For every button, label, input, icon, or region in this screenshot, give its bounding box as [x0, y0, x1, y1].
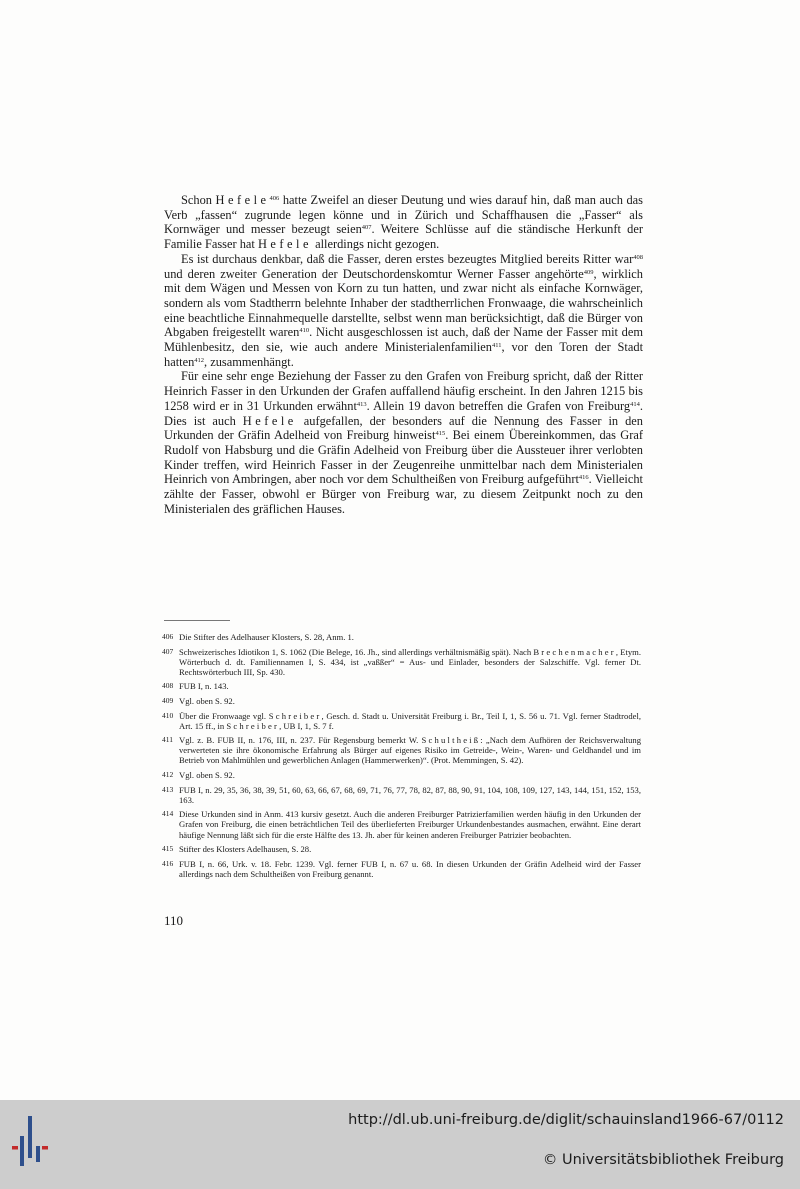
- page-number: 110: [164, 913, 184, 928]
- footnote-ref-412[interactable]: 412: [194, 356, 205, 364]
- footnote-ref-409[interactable]: 409: [583, 268, 594, 276]
- footnote-text: FUB I, n. 29, 35, 36, 38, 39, 51, 60, 63, 66, 67, 68, 69, 71, 76, 77, 78, 82, 87, 88, 90, 91, 104, 108, 109, 127, 143, 144, 151, 152, 153, 163.: [179, 784, 641, 805]
- footnote-ref-414[interactable]: 414: [630, 400, 640, 408]
- footnote-text: Diese Urkunden sind in Anm. 413 kursiv gesetzt. Auch die anderen Freiburger Patrizierfamilien werden häufig in den Urkunden der Grafen von Freiburg, die einen beträchtlichen Teil des überlieferten Freiburger Urkundenbestandes ausmachen, erwähnt. Eine derart häufige Nennung läßt sich für die erste Hälfte des 13. Jh. aber für keinen anderen Freiburger Patrizier beobachten.: [179, 809, 641, 840]
- footnote-text: FUB I, n. 66, Urk. v. 18. Febr. 1239. Vgl. ferner FUB I, n. 67 u. 68. In diesen Urkunden der Gräfin Adelheid wird der Fasser allerdings nach dem Schultheißen von Freiburg genannt.: [179, 858, 641, 879]
- footnote-413: [162, 785, 641, 805]
- footnote-text: Über die Fronwaage vgl. Schreiber, Gesch. d. Stadt u. Universität Freiburg i. Br., Teil I, 1, S. 56 u. 71. Vgl. ferner Stadtrodel, Art. 15 ff., in Schreiber, UB I, 1, S. 7 f.: [179, 710, 641, 731]
- footnote-text: Die Stifter des Adelhauser Klosters, S. 28, Anm. 1.: [179, 632, 354, 642]
- footnote-ref-406[interactable]: 406: [269, 195, 280, 202]
- footnote-ref-408[interactable]: 408: [633, 253, 643, 261]
- main-text: [164, 193, 643, 516]
- footnote-406: [162, 632, 641, 642]
- footnote-407: [162, 647, 641, 677]
- footnote-ref-407[interactable]: 407: [361, 224, 372, 232]
- footnote-text: FUB I, n. 143.: [179, 681, 229, 692]
- footnote-ref-413[interactable]: 413: [356, 400, 367, 408]
- footnote-text: Vgl. oben S. 92.: [179, 695, 235, 706]
- footnote-416: [162, 859, 641, 879]
- footnote-text: Vgl. oben S. 92.: [179, 770, 235, 781]
- footnote-separator: [164, 620, 230, 621]
- footnote-number: 416: [162, 858, 174, 868]
- copyright-notice: © Universitätsbibliothek Freiburg: [542, 1152, 784, 1168]
- footnote-ref-415[interactable]: 415: [435, 430, 446, 438]
- paragraph-1: Schon Hefele$^{406}$ hatte Zweifel an dieser Deutung und wies darauf hin, daß man auch das Verb „fassen“ zugrunde legen könne und in Zürich und Schaffhausen die „Fasser“ als Kornwäger und messer bezeugt seien$^{407}$. Weitere Schlüsse auf die ständische Herkunft der Familie Fasser hat Hefele allerdings nicht gezogen.: [164, 193, 644, 252]
- footnote-ref-410[interactable]: 410: [299, 327, 310, 335]
- footnote-412: [162, 770, 641, 780]
- footnote-number: 406: [162, 632, 174, 641]
- footnote-number: 412: [162, 770, 174, 780]
- permalink-url[interactable]: http://dl.ub.uni-freiburg.de/diglit/schauinsland1966-67/0112: [348, 1112, 784, 1128]
- footnote-414: [162, 809, 641, 839]
- footnote-411: [162, 735, 641, 765]
- footnote-408: [162, 681, 641, 691]
- footnote-number: 409: [162, 695, 174, 705]
- footnote-ref-416[interactable]: 416: [578, 474, 589, 482]
- footnote-number: 415: [162, 844, 174, 854]
- footnote-415: [162, 844, 641, 854]
- footnote-number: 407: [162, 646, 174, 656]
- footnote-ref-411[interactable]: 411: [492, 342, 502, 350]
- viewer-footer: [0, 1100, 800, 1189]
- footnote-number: 408: [162, 681, 174, 691]
- footnote-text: Vgl. z. B. FUB II, n. 176, III, n. 237. Für Regensburg bemerkt W. Schultheiß: „Nach dem Aufhören der Reichsverwaltung verwerteten sie ihre ökonomische Erfahrung als Bürger auf eigenes Risiko im Getreide-, Wein-, Waren- und Geldhandel und im Betrieb von Mahlmühlen und gewerblichen Anlagen (Hammerwerken)“. (Prot. Memmingen, S. 42).: [179, 735, 641, 766]
- paragraph-2: Es ist durchaus denkbar, daß die Fasser, deren erstes bezeugtes Mitglied bereits Ritter war$^{408}$ und deren zweiter Generation der Deutschordenskomtur Werner Fasser angehörte$^{409}$, wirklich mit dem Wägen und Messen von Korn zu tun hatten, und zwar nicht als einfache Kornwäger, sondern als vom Stadtherrn belehnte Inhaber der stadtherrlichen Fronwaage, die wahrscheinlich eine beachtliche Einnahmequelle darstellte, selbst wenn man berücksichtigt, daß die Bürger von Abgaben freigestellt waren$^{410}$. Nicht ausgeschlossen ist auch, daß der Name der Fasser mit dem Mühlenbesitz, den sie, wie auch andere Ministerialenfamilien$^{411}$, vor den Toren der Stadt hatten$^{412}$, zusammenhängt.: [164, 251, 644, 369]
- footnote-text: Schweizerisches Idiotikon 1, S. 1062 (Die Belege, 16. Jh., sind allerdings verhältnismäßig spät). Nach Brechenmacher, Etym. Wörterbuch d. dt. Familiennamen I, S. 434, ist „vaßßer“ = Aus- und Einlader, besonders der Salzschiffe. Vgl. ferner Dt. Rechtswörterbuch III, Sp. 430.: [179, 646, 641, 677]
- footnote-number: 414: [162, 809, 174, 819]
- footnote-409: [162, 696, 641, 706]
- paragraph-3: Für eine sehr enge Beziehung der Fasser zu den Grafen von Freiburg spricht, daß der Ritter Heinrich Fasser in den Urkunden der Grafen auffallend häufig erscheint. In den Jahren 1215 bis 1258 wird er in 31 Urkunden erwähnt$^{413}$. Allein 19 davon betreffen die Grafen von Freiburg$^{414}$. Dies ist auch Hefele aufgefallen, der besonders auf die Nennung des Fasser in den Urkunden der Gräfin Adelheid von Freiburg hinweist$^{415}$. Bei einem Übereinkommen, das Graf Rudolf von Habsburg und die Gräfin Adelheid von Freiburg über die Aussteuer ihrer verlobten Kinder treffen, wird Heinrich Fasser in der Zeugenreihe unmittelbar nach dem Ministerialen Heinrich von Ambringen, aber noch vor dem Schultheißen von Freiburg aufgeführt$^{416}$. Vielleicht zählte der Fasser, obwohl er Bürger von Freiburg war, zu diesem Zeitpunkt noch zu den Ministerialen des gräflichen Hauses.: [164, 369, 643, 516]
- footnotes: [162, 632, 641, 883]
- ub-freiburg-logo-icon: [10, 1110, 52, 1178]
- footnote-number: 410: [162, 710, 174, 720]
- footnote-number: 413: [162, 784, 174, 794]
- footnote-number: 411: [162, 735, 173, 745]
- footnote-410: [162, 711, 641, 731]
- footnote-text: Stifter des Klosters Adelhausen, S. 28.: [179, 844, 312, 855]
